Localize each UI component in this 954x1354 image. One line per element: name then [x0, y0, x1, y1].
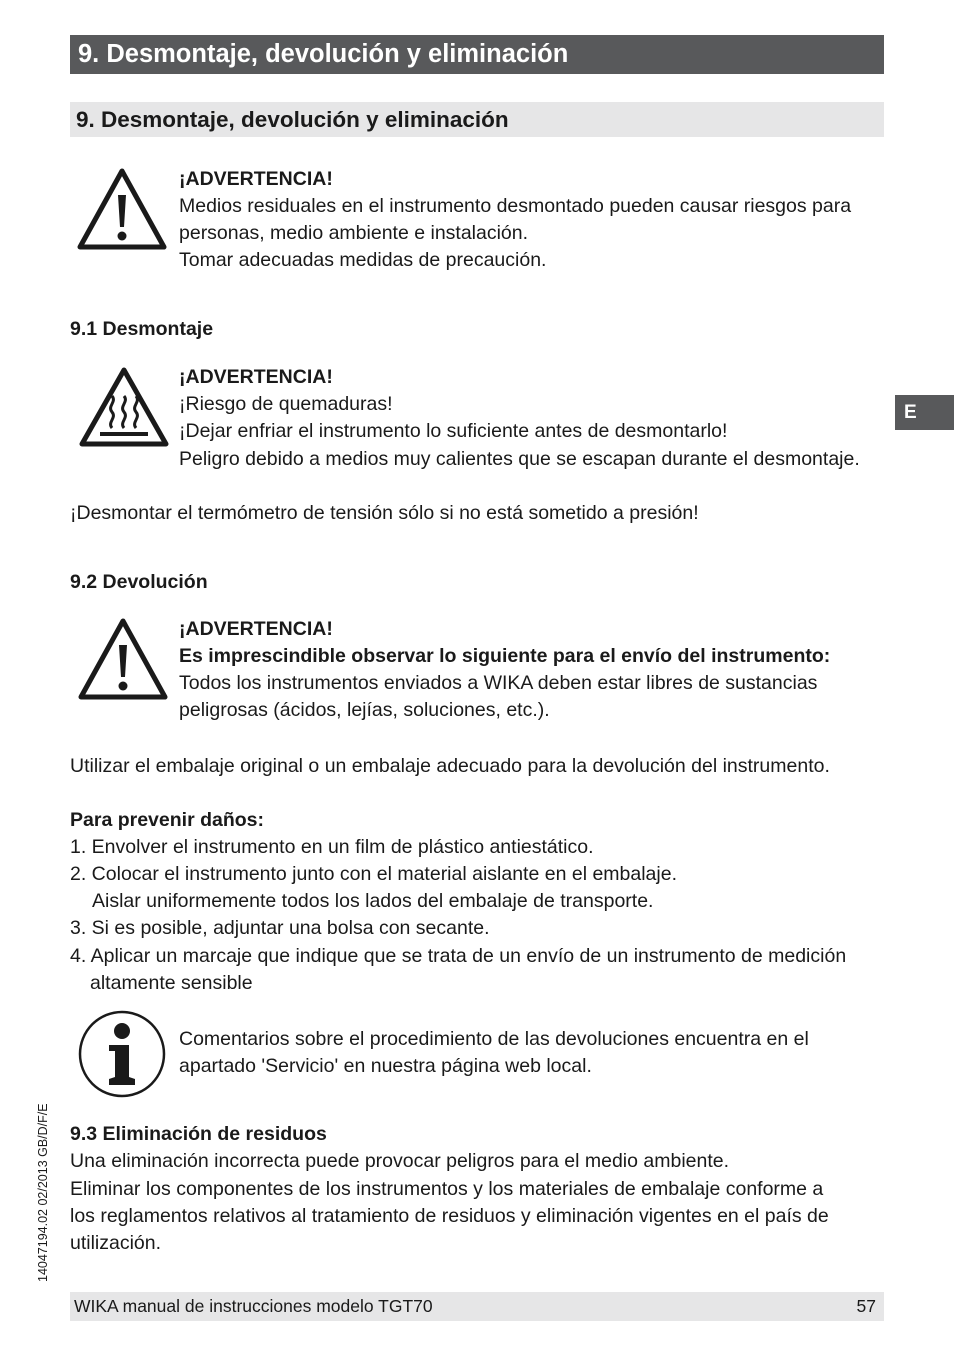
list-item: 3. Si es posible, adjuntar una bolsa con secante. — [70, 917, 490, 939]
body-line: utilización. — [70, 1232, 162, 1254]
warning-text-line: Medios residuales en el instrumento desmontado pueden causar riesgos para — [179, 195, 852, 217]
hot-surface-warning-icon — [78, 366, 170, 448]
warning-text-line: Todos los instrumentos enviados a WIKA deben estar libres de sustancias — [179, 672, 818, 694]
warning-text-line: ¡Riesgo de quemaduras! — [179, 393, 393, 415]
body-line: Eliminar los componentes de los instrumentos y los materiales de embalaje conforme a — [70, 1178, 824, 1200]
list-item: 4. Aplicar un marcaje que indique que se trata de un envío de un instrumento de medición — [70, 945, 847, 967]
info-text-line: Comentarios sobre el procedimiento de las devoluciones encuentra en el — [179, 1028, 809, 1050]
subsection-title-eliminacion: 9.3 Eliminación de residuos — [70, 1123, 327, 1145]
subsection-title-desmontaje: 9.1 Desmontaje — [70, 318, 214, 340]
list-item: 1. Envolver el instrumento en un film de plástico antiestático. — [70, 836, 594, 858]
page-number: 57 — [856, 1296, 876, 1316]
list-item-continuation: Aislar uniformemente todos los lados del embalaje de transporte. — [92, 890, 654, 912]
warning-title: ¡ADVERTENCIA! — [179, 168, 333, 190]
warning-text-line: ¡Dejar enfriar el instrumento lo suficiente antes de desmontarlo! — [179, 420, 728, 442]
packaging-note: Utilizar el embalaje original o un embalaje adecuado para la devolución del instrumento. — [70, 755, 830, 777]
info-icon — [77, 1009, 167, 1099]
prevent-title: Para prevenir daños: — [70, 809, 264, 831]
warning-title: ¡ADVERTENCIA! — [179, 618, 333, 640]
warning-triangle-icon — [77, 617, 169, 701]
section-title: 9. Desmontaje, devolución y eliminación — [70, 102, 884, 137]
page-footer — [70, 1292, 884, 1321]
dismount-note: ¡Desmontar el termómetro de tensión sólo si no está sometido a presión! — [70, 502, 699, 524]
list-item: 2. Colocar el instrumento junto con el material aislante en el embalaje. — [70, 863, 677, 885]
warning-text-line: peligrosas (ácidos, lejías, soluciones, etc.). — [179, 699, 550, 721]
list-item-continuation: altamente sensible — [90, 972, 253, 994]
info-text-line: apartado 'Servicio' en nuestra página web local. — [179, 1055, 592, 1077]
body-line: Una eliminación incorrecta puede provocar peligros para el medio ambiente. — [70, 1150, 730, 1172]
document-code: 14047194.02 02/2013 GB/D/F/E — [36, 1103, 50, 1282]
footer-text: WIKA manual de instrucciones modelo TGT70 — [74, 1296, 433, 1316]
language-tab[interactable]: E — [895, 395, 954, 430]
body-line: los reglamentos relativos al tratamiento de residuos y eliminación vigentes en el país de — [70, 1205, 829, 1227]
warning-title: ¡ADVERTENCIA! — [179, 366, 333, 388]
warning-bold-line: Es imprescindible observar lo siguiente para el envío del instrumento: — [179, 645, 831, 667]
warning-text-line: personas, medio ambiente e instalación. — [179, 222, 529, 244]
warning-text-line: Tomar adecuadas medidas de precaución. — [179, 249, 547, 271]
warning-text-line: Peligro debido a medios muy calientes que se escapan durante el desmontaje. — [179, 448, 860, 470]
warning-triangle-icon — [76, 167, 168, 251]
subsection-title-devolucion: 9.2 Devolución — [70, 571, 208, 593]
chapter-header: 9. Desmontaje, devolución y eliminación — [70, 35, 884, 74]
